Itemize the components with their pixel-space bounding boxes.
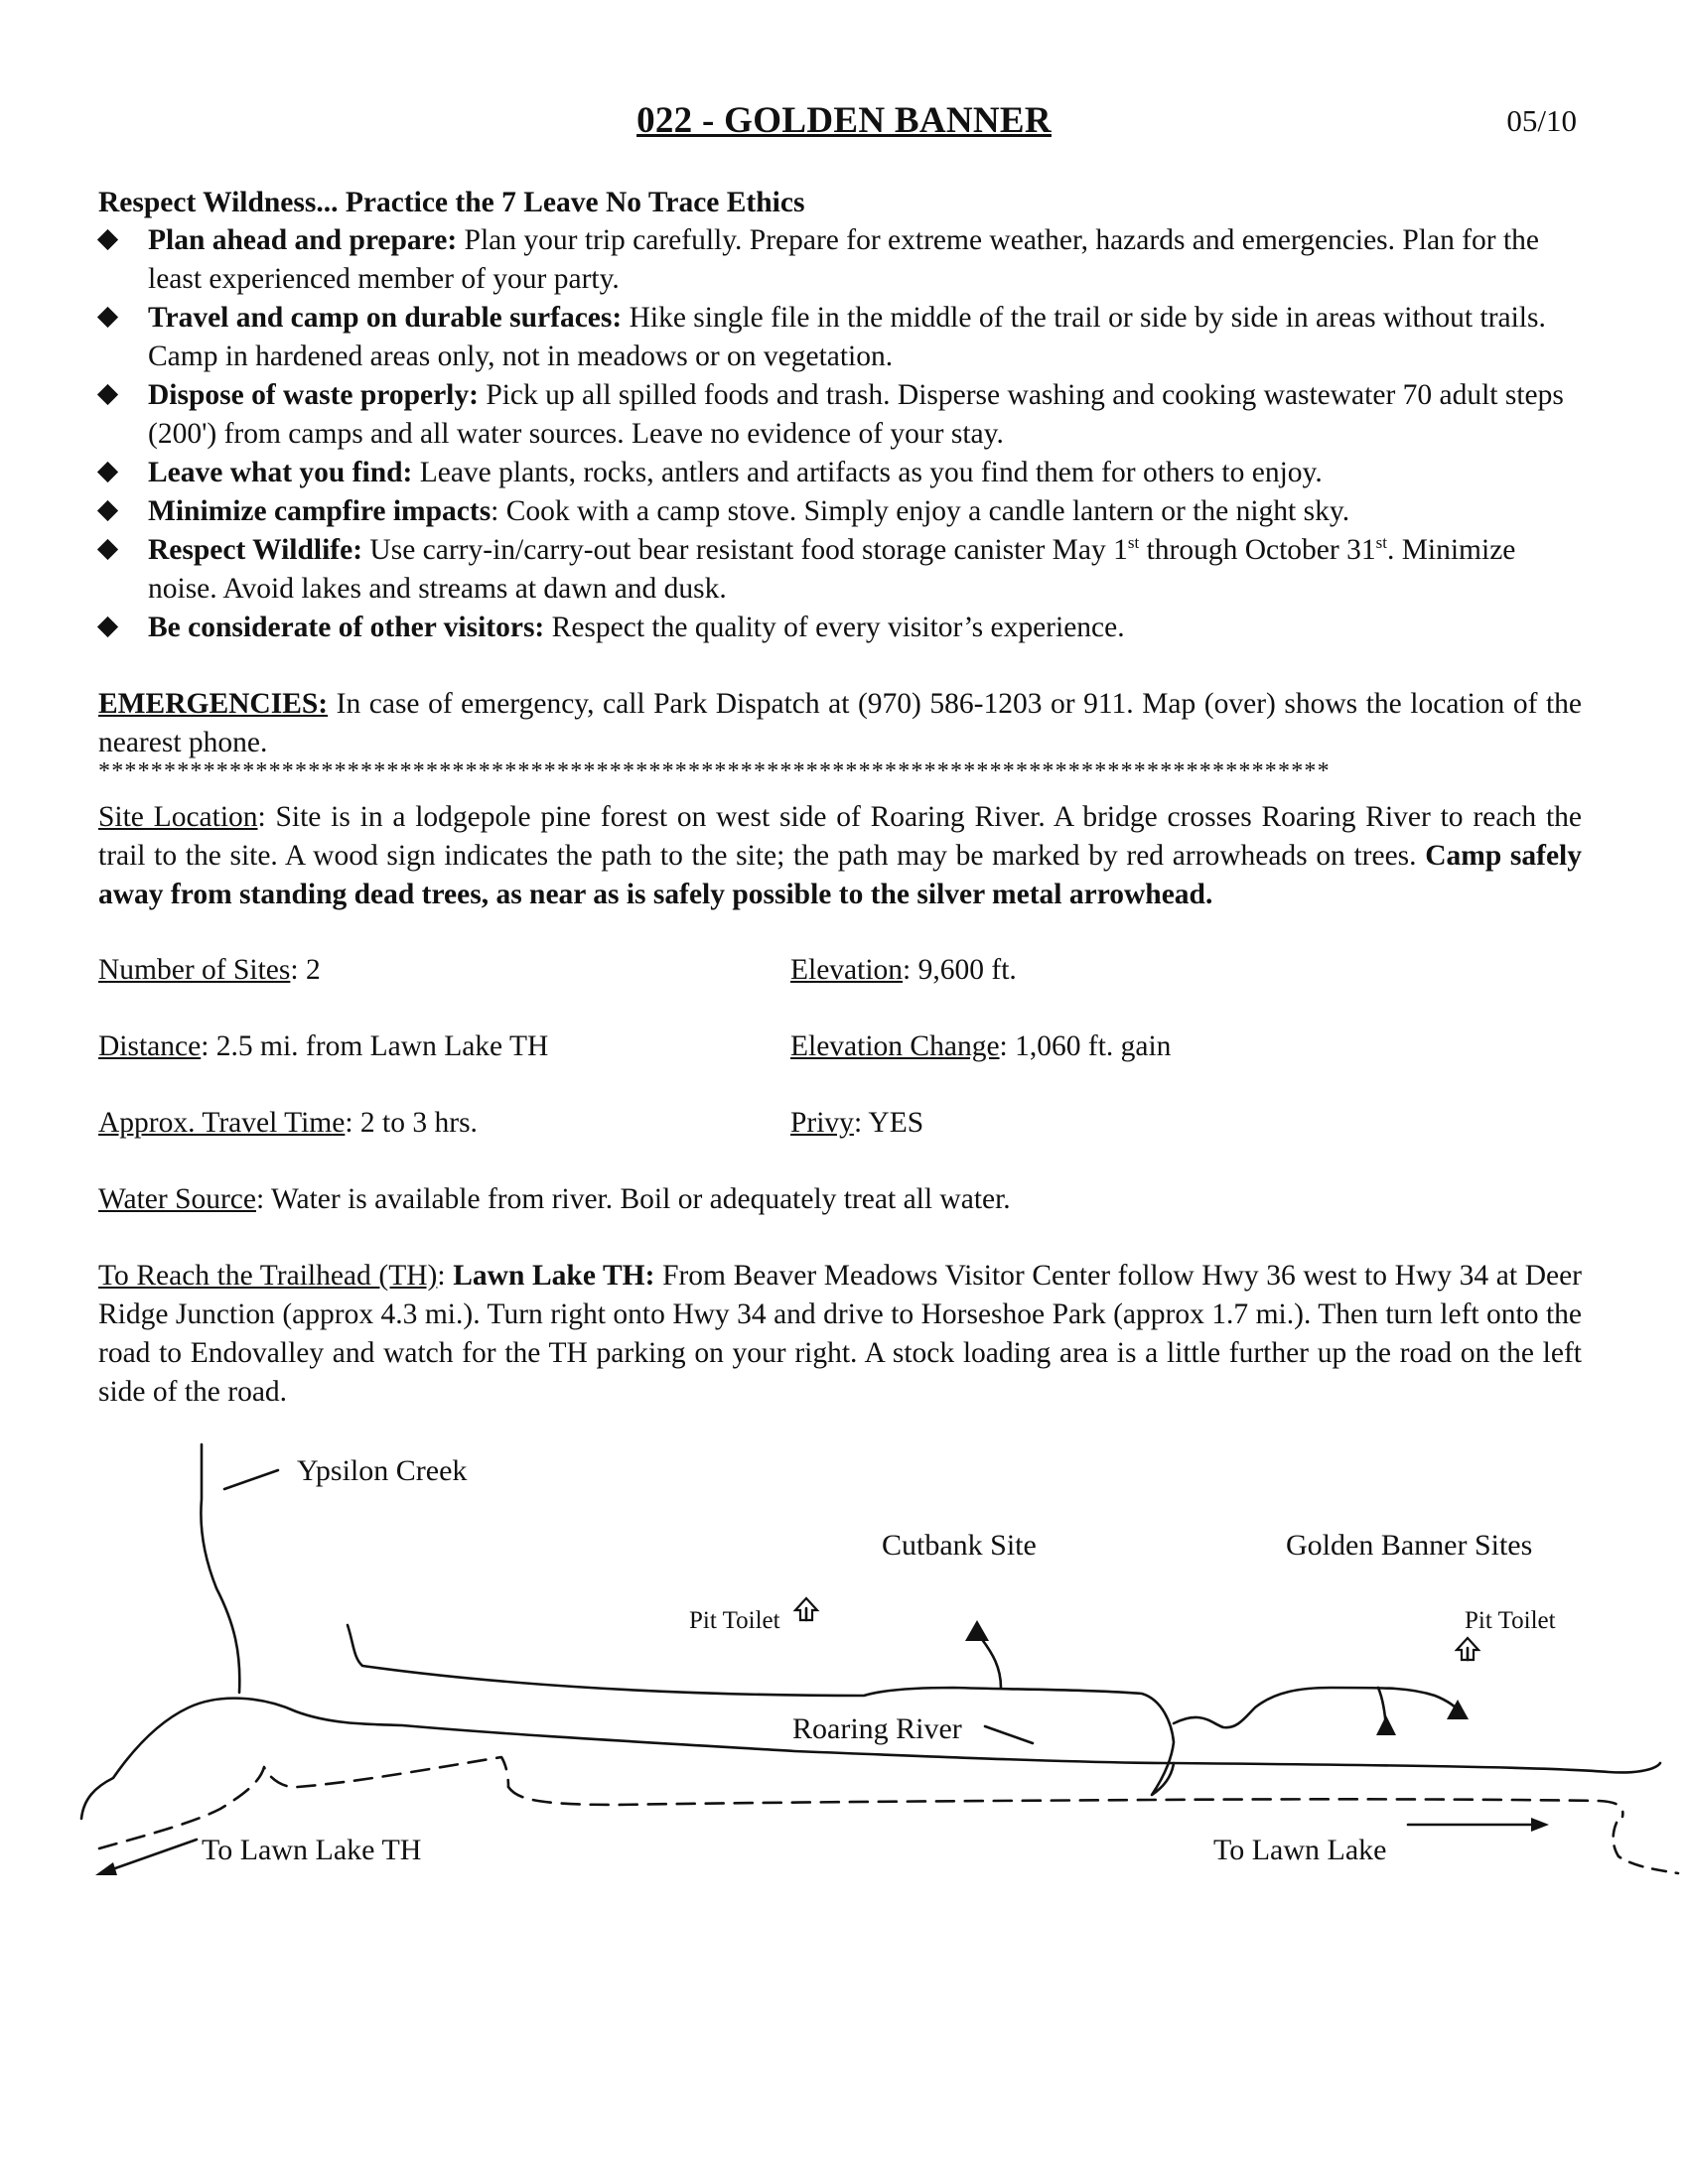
fact-label: Privy — [790, 1107, 854, 1139]
roaring-river-label: Roaring River — [792, 1712, 962, 1745]
ethic-title: Travel and camp on durable surfaces: — [148, 302, 623, 334]
ethic-text: Plan your trip carefully. Prepare for extreme weather, hazards and emergencies. Plan for the least experienced member of your party. — [148, 224, 1540, 295]
ethic-title: Dispose of waste properly: — [148, 379, 479, 411]
ypsilon-creek-line — [201, 1444, 239, 1693]
lawn-lake-trail-stub — [1614, 1823, 1678, 1873]
ethic-text: : Cook with a camp stove. Simply enjoy a candle lantern or the night sky. — [491, 495, 1350, 527]
ethic-text: . Minimize noise. Avoid lakes and streams at dawn and dusk. — [148, 534, 1516, 605]
trailhead-label: To Reach the Trailhead (TH) — [98, 1260, 438, 1292]
ethic-text: Use carry-in/carry-out bear resistant food storage canister May 1 — [362, 534, 1128, 566]
site-location-label: Site Location — [98, 801, 258, 833]
ethic-text: Hike single file in the middle of the trail or side by side in areas without trails. Camp in hardened areas only, not in meadows or on vegetation. — [148, 302, 1546, 372]
ypsilon-creek-label: Ypsilon Creek — [297, 1454, 468, 1487]
river-label-leader — [985, 1726, 1033, 1743]
ordinal-suffix: st — [1127, 533, 1140, 553]
trailhead-text: From Beaver Meadows Visitor Center follow Hwy 36 west to Hwy 34 at Deer Ridge Junction (approx 4.3 mi.). Turn right onto Hwy 34 and drive to Horseshoe Park (approx 1.7 mi.). Then turn left onto the road to Endovalley and watch for the TH parking on your right. A stock loading area is a little further up the road on the left side of the road. — [98, 1260, 1583, 1408]
ethic-title: Be considerate of other visitors: — [148, 612, 545, 643]
ethic-title: Leave what you find: — [148, 457, 413, 488]
fact-value: : 2 to 3 hrs. — [345, 1107, 478, 1139]
to-lawn-lake-arrowhead-icon — [1531, 1818, 1549, 1832]
fact-value: : 2 — [290, 954, 321, 986]
revision-date: 05/10 — [1506, 103, 1577, 138]
fact-label: Elevation — [790, 954, 904, 986]
fact-value: : 2.5 mi. from Lawn Lake TH — [201, 1030, 549, 1062]
fact-label: Number of Sites — [98, 954, 291, 986]
ordinal-suffix: st — [1375, 533, 1387, 553]
golden-banner-sites-label: Golden Banner Sites — [1286, 1529, 1533, 1562]
fact-value: : 9,600 ft. — [903, 954, 1017, 986]
ethic-title: Plan ahead and prepare: — [148, 224, 458, 256]
golden-banner-trail — [1174, 1688, 1458, 1727]
to-lawn-lake-th-arrowhead-icon — [95, 1862, 117, 1875]
pit-toilet-label-1: Pit Toilet — [689, 1607, 780, 1634]
site-location-warning: Camp safely away from standing dead trees, as near as is safely possible to the silver metal arrowhead. — [98, 840, 1582, 910]
page-title: 022 - GOLDEN BANNER — [636, 100, 1052, 141]
ethic-text: Leave plants, rocks, antlers and artifacts as you find them for others to enjoy. — [412, 457, 1323, 488]
lnt-heading: Respect Wildness... Practice the 7 Leave No Trace Ethics — [98, 187, 805, 218]
emergencies-label: EMERGENCIES: — [98, 688, 329, 720]
ethic-text: Respect the quality of every visitor’s experience. — [544, 612, 1125, 643]
tent-site-icon-golden-banner-1 — [1376, 1715, 1396, 1735]
fact-label: Approx. Travel Time — [98, 1107, 346, 1139]
lawn-lake-trail-east — [508, 1787, 1622, 1817]
emergencies-text: In case of emergency, call Park Dispatch at (970) 586-1203 or 911. Map (over) shows the location of the nearest phone. — [98, 688, 1582, 758]
ethic-text: Pick up all spilled foods and trash. Disperse washing and cooking wastewater 70 adult steps (200') from camps and all water sources. Leave no evidence of your stay. — [148, 379, 1564, 450]
tent-site-icon-cutbank — [965, 1620, 989, 1641]
to-lawn-lake-th-label: To Lawn Lake TH — [202, 1834, 422, 1866]
ethic-title: Respect Wildlife: — [148, 534, 363, 566]
trailhead-colon: : — [437, 1260, 454, 1292]
fact-value: : 1,060 ft. gain — [999, 1030, 1172, 1062]
asterisk-divider: ********************************************************************************************** — [98, 758, 1331, 784]
trail-to-cutbank — [348, 1625, 1174, 1795]
pit-toilet-label-2: Pit Toilet — [1465, 1607, 1556, 1634]
fact-value: : YES — [853, 1107, 924, 1139]
site-location-text: : Site is in a lodgepole pine forest on west side of Roaring River. A bridge crosses Roaring River to reach the trail to the site. A wood sign indicates the path to the site; the path may be marked by red arrowheads on trees. — [98, 801, 1582, 872]
trailhead-name: Lawn Lake TH: — [453, 1260, 655, 1292]
fact-value: : Water is available from river. Boil or adequately treat all water. — [255, 1183, 1011, 1215]
fact-label: Distance — [98, 1030, 202, 1062]
cutbank-spur — [981, 1638, 1001, 1688]
fact-label: Water Source — [98, 1183, 256, 1215]
ethic-title: Minimize campfire impacts — [148, 495, 492, 527]
fact-label: Elevation Change — [790, 1030, 1000, 1062]
ypsilon-label-leader — [224, 1470, 278, 1489]
cutbank-site-label: Cutbank Site — [882, 1529, 1037, 1562]
to-lawn-lake-label: To Lawn Lake — [1213, 1834, 1387, 1866]
ethic-text: through October 31 — [1139, 534, 1376, 566]
